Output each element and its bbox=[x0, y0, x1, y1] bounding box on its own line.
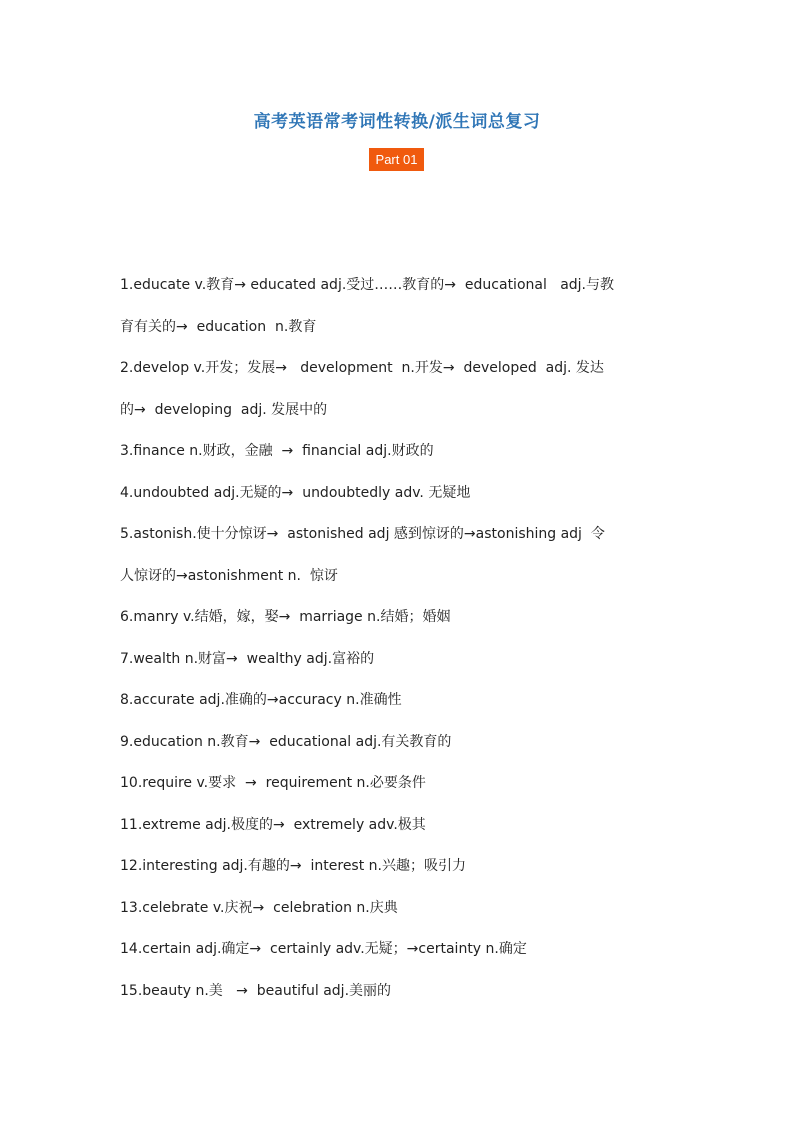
list-item: 4.undoubted adj.无疑的→ undoubtedly adv. 无疑地 bbox=[120, 484, 471, 501]
list-item: 的→ developing adj. 发展中的 bbox=[120, 401, 328, 418]
part-badge: Part 01 bbox=[369, 148, 424, 171]
list-item: 7.wealth n.财富→ wealthy adj.富裕的 bbox=[120, 650, 375, 667]
list-item: 8.accurate adj.准确的→accuracy n.准确性 bbox=[120, 692, 402, 708]
list-item: 10.require v.要求 → requirement n.必要条件 bbox=[120, 775, 426, 791]
list-item: 5.astonish.使十分惊讶→ astonished adj 感到惊讶的→astonishing adj 令 bbox=[120, 526, 605, 542]
list-item: 11.extreme adj.极度的→ extremely adv.极其 bbox=[120, 816, 426, 833]
list-item: 14.certain adj.确定→ certainly adv.无疑；→certainty n.确定 bbox=[120, 941, 527, 957]
list-item: 人惊讶的→astonishment n. 惊讶 bbox=[120, 567, 338, 584]
list-item: 12.interesting adj.有趣的→ interest n.兴趣；吸引力 bbox=[120, 858, 466, 874]
word-list bbox=[120, 270, 680, 1017]
list-item: 9.education n.教育→ educational adj.有关教育的 bbox=[120, 733, 452, 750]
document-title: 高考英语常考词性转换/派生词总复习 bbox=[253, 112, 541, 132]
list-item: 育有关的→ education n.教育 bbox=[120, 318, 317, 335]
list-item: 15.beauty n.美 → beautiful adj.美丽的 bbox=[120, 982, 392, 999]
list-item: 13.celebrate v.庆祝→ celebration n.庆典 bbox=[120, 899, 398, 916]
list-item: 3.finance n.财政，金融 → financial adj.财政的 bbox=[120, 443, 434, 459]
list-item: 6.manry v.结婚，嫁，娶→ marriage n.结婚；婚姻 bbox=[120, 609, 451, 625]
list-item: 1.educate v.教育→ educated adj.受过……教育的→ educational adj.与教 bbox=[120, 277, 615, 293]
list-item: 2.develop v.开发；发展→ development n.开发→ developed adj. 发达 bbox=[120, 360, 604, 376]
